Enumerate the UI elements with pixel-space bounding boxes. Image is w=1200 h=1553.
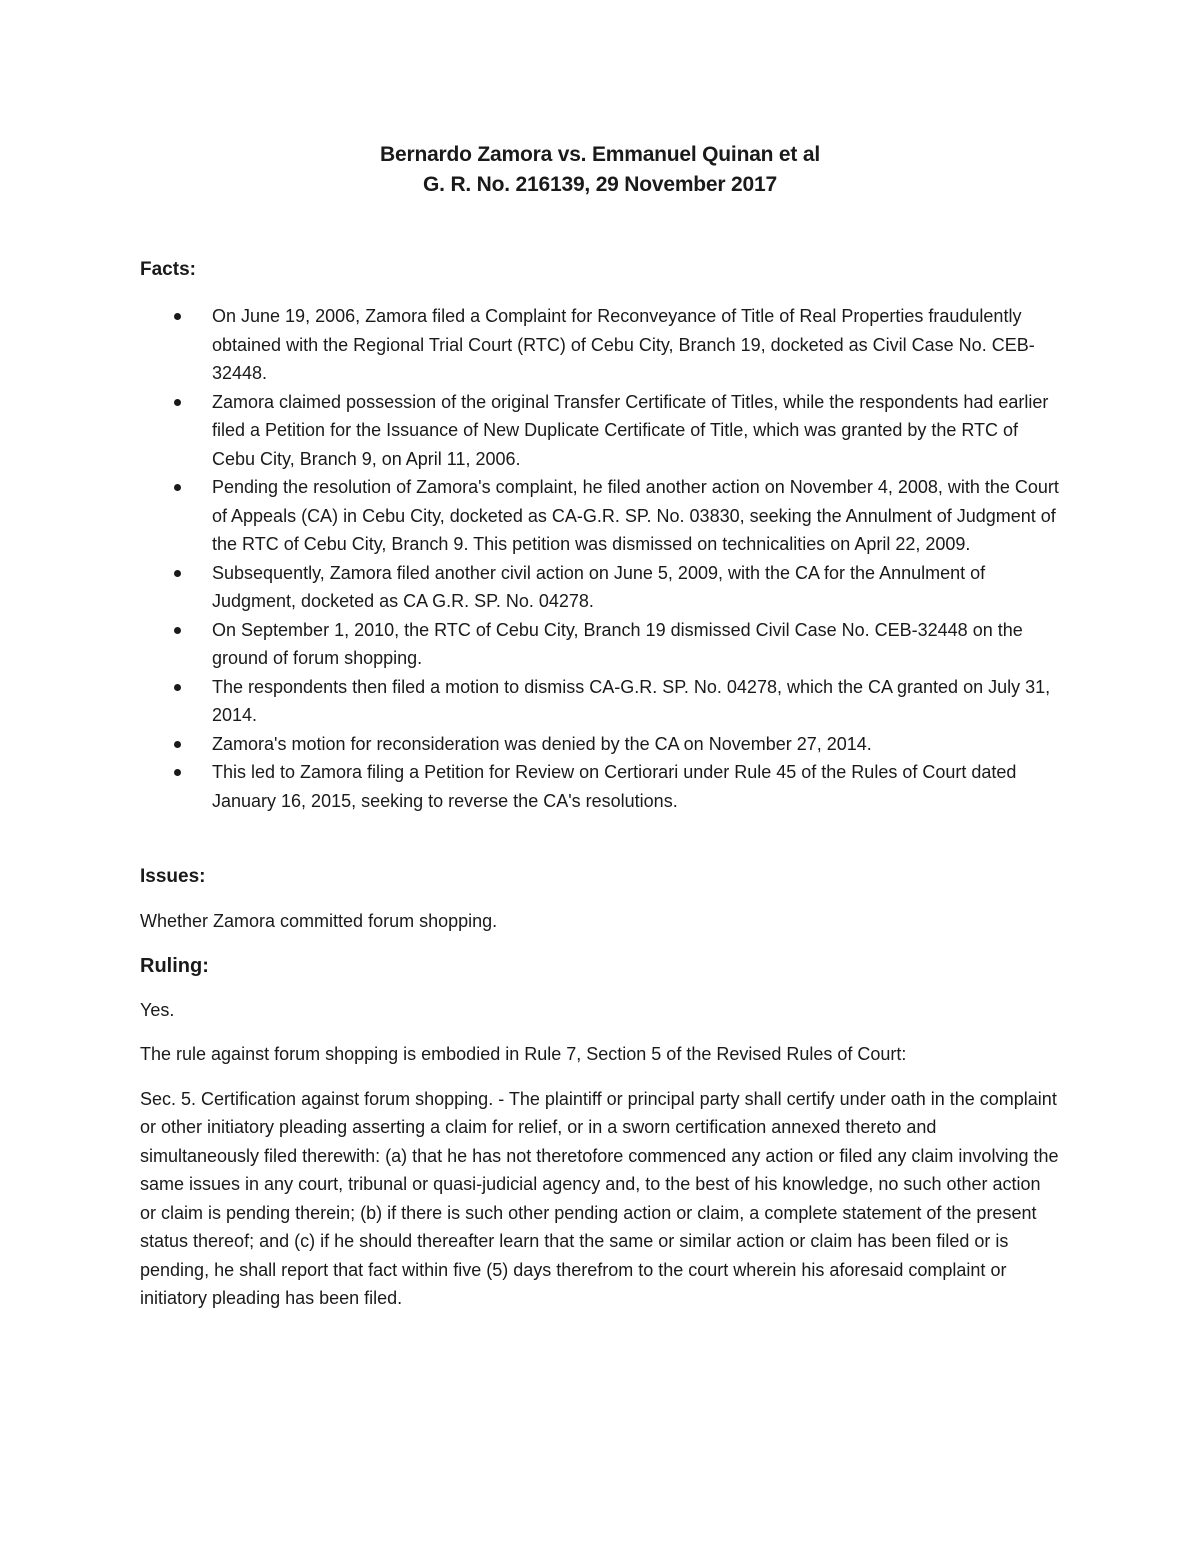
fact-text: Zamora claimed possession of the original Transfer Certificate of Titles, while the respondents had earlier filed a Petition for the Issuance of New Duplicate Certificate of Title, which was granted by the RTC of Cebu City, Branch 9, on April 11, 2006. <box>212 391 1049 469</box>
fact-text: On June 19, 2006, Zamora filed a Complaint for Reconveyance of Title of Real Properties fraudulently obtained with the Regional Trial Court (RTC) of Cebu City, Branch 19, docketed as Civil Case No. CEB-32448. <box>212 306 1035 383</box>
list-item <box>140 302 1060 388</box>
list-item <box>140 473 1060 559</box>
ruling-answer: Yes. <box>140 999 175 1020</box>
bullet-icon <box>174 570 181 577</box>
list-item <box>140 730 1060 759</box>
list-item <box>140 758 1060 815</box>
rule-body: Sec. 5. Certification against forum shopping. - The plaintiff or principal party shall certify under oath in the complaint or other initiatory pleading asserting a claim for relief, or in a sworn certification annexed thereto and simultaneously filed therewith: (a) that he has not theretofore commenced any action or filed any claim involving the same issues in any court, tribunal or quasi-judicial agency and, to the best of his knowledge, no such other action or claim is pending therein; (b) if there is such other pending action or claim, a complete statement of the present status thereof; and (c) if he should thereafter learn that the same or similar action or claim has been filed or is pending, he shall report that fact within five (5) days therefrom to the court wherein his aforesaid complaint or initiatory pleading has been filed. <box>140 1088 1059 1308</box>
bullet-icon <box>174 769 181 776</box>
bullet-icon <box>174 484 181 491</box>
case-number: G. R. No. 216139, 29 November 2017 <box>423 173 777 196</box>
fact-text: Subsequently, Zamora filed another civil action on June 5, 2009, with the CA for the Annulment of Judgment, docketed as CA G.R. SP. No. 04278. <box>212 562 986 611</box>
case-title: Bernardo Zamora vs. Emmanuel Quinan et al <box>380 143 820 166</box>
list-item <box>140 616 1060 673</box>
issue-text: Whether Zamora committed forum shopping. <box>140 911 498 931</box>
bullet-icon <box>174 627 181 634</box>
rule-intro: The rule against forum shopping is embodied in Rule 7, Section 5 of the Revised Rules of Court: <box>140 1044 907 1064</box>
list-item <box>140 388 1060 474</box>
bullet-icon <box>174 399 181 406</box>
bullet-icon <box>174 741 181 748</box>
ruling-heading: Ruling: <box>140 954 209 977</box>
list-item <box>140 559 1060 616</box>
list-item <box>140 673 1060 730</box>
facts-list <box>140 302 1060 815</box>
fact-text: On September 1, 2010, the RTC of Cebu City, Branch 19 dismissed Civil Case No. CEB-32448 on the ground of forum shopping. <box>212 619 1023 668</box>
fact-text: The respondents then filed a motion to dismiss CA-G.R. SP. No. 04278, which the CA granted on July 31, 2014. <box>212 676 1051 725</box>
bullet-icon <box>174 684 181 691</box>
fact-text: Pending the resolution of Zamora's complaint, he filed another action on November 4, 2008, with the Court of Appeals (CA) in Cebu City, docketed as CA-G.R. SP. No. 03830, seeking the Annulment of Judgment of the RTC of Cebu City, Branch 9. This petition was dismissed on technicalities on April 22, 2009. <box>212 477 1059 554</box>
fact-text: This led to Zamora filing a Petition for Review on Certiorari under Rule 45 of the Rules of Court dated January 16, 2015, seeking to reverse the CA's resolutions. <box>212 762 1017 811</box>
issues-heading: Issues: <box>140 866 206 887</box>
title-block <box>140 140 1060 200</box>
bullet-icon <box>174 313 181 320</box>
document-content <box>140 140 1060 1313</box>
facts-heading: Facts: <box>140 259 196 280</box>
fact-text: Zamora's motion for reconsideration was denied by the CA on November 27, 2014. <box>212 733 872 754</box>
